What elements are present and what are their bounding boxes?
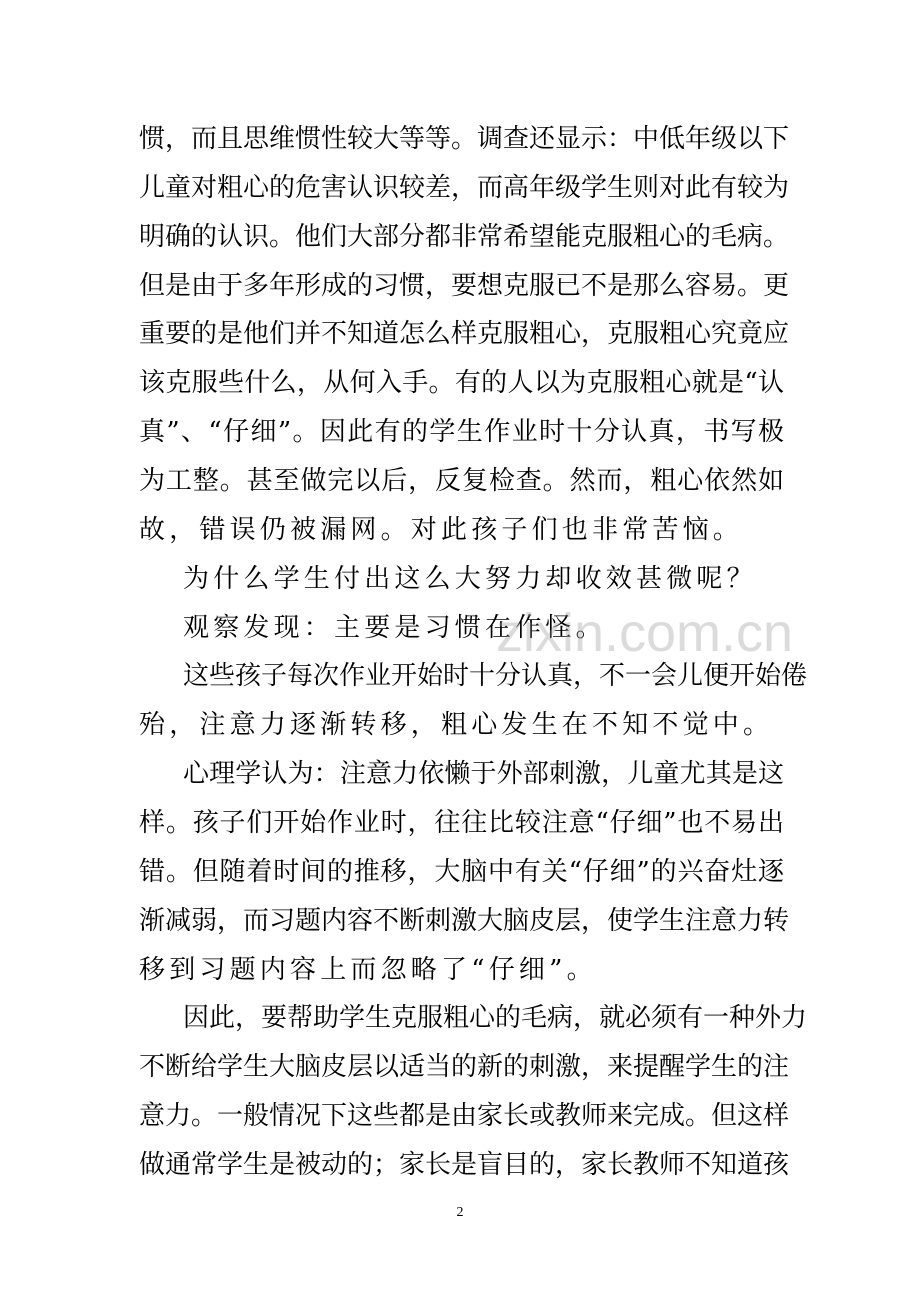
page-number: 2 xyxy=(456,1205,464,1220)
text-line: 不断给学生大脑皮层以适当的新的刺激，来提醒学生的注 xyxy=(139,1052,790,1082)
text-line: 惯，而且思维惯性较大等等。调查还显示：中低年级以下 xyxy=(139,124,790,154)
text-line: 殆，注意力逐渐转移，粗心发生在不知不觉中。 xyxy=(139,710,774,740)
text-line: 该克服些什么，从何入手。有的人以为克服粗心就是“认 xyxy=(139,368,784,398)
text-line: 为工整。甚至做完以后，反复检查。然而，粗心依然如 xyxy=(139,466,784,496)
text-line: 真”、“仔细”。因此有的学生作业时十分认真，书写极 xyxy=(139,417,784,447)
text-line: 但是由于多年形成的习惯，要想克服已不是那么容易。更 xyxy=(139,271,790,301)
text-line: 样。孩子们开始作业时，往往比较注意“仔细”也不易出 xyxy=(139,808,784,838)
paragraph-first-line: 这些孩子每次作业开始时十分认真，不一会儿便开始倦 xyxy=(183,661,808,691)
paragraph-first-line: 观察发现：主要是习惯在作怪。 xyxy=(183,613,606,643)
watermark: zixin.com.cn xyxy=(496,603,794,663)
text-line: 错。但随着时间的推移，大脑中有关“仔细”的兴奋灶逐 xyxy=(139,857,784,887)
text-line: 做通常学生是被动的；家长是盲目的，家长教师不知道孩 xyxy=(139,1150,790,1180)
paragraph-first-line: 因此，要帮助学生克服粗心的毛病，就必须有一种外力 xyxy=(183,1003,808,1033)
text-line: 儿童对粗心的危害认识较差，而高年级学生则对此有较为 xyxy=(139,173,790,203)
text-line: 渐减弱，而习题内容不断刺激大脑皮层，使学生注意力转 xyxy=(139,906,790,936)
paragraph-first-line: 心理学认为：注意力依懒于外部刺激，儿童尤其是这 xyxy=(183,759,784,789)
text-line: 明确的认识。他们大部分都非常希望能克服粗心的毛病。 xyxy=(139,222,790,252)
text-line: 重要的是他们并不知道怎么样克服粗心，克服粗心究竟应 xyxy=(139,319,790,349)
text-line: 意力。一般情况下这些都是由家长或教师来完成。但这样 xyxy=(139,1101,790,1131)
paragraph-first-line: 为什么学生付出这么大努力却收效甚微呢？ xyxy=(183,564,757,594)
text-line: 移到习题内容上而忽略了“仔细”。 xyxy=(139,955,597,985)
text-line: 故，错误仍被漏网。对此孩子们也非常苦恼。 xyxy=(139,515,744,545)
